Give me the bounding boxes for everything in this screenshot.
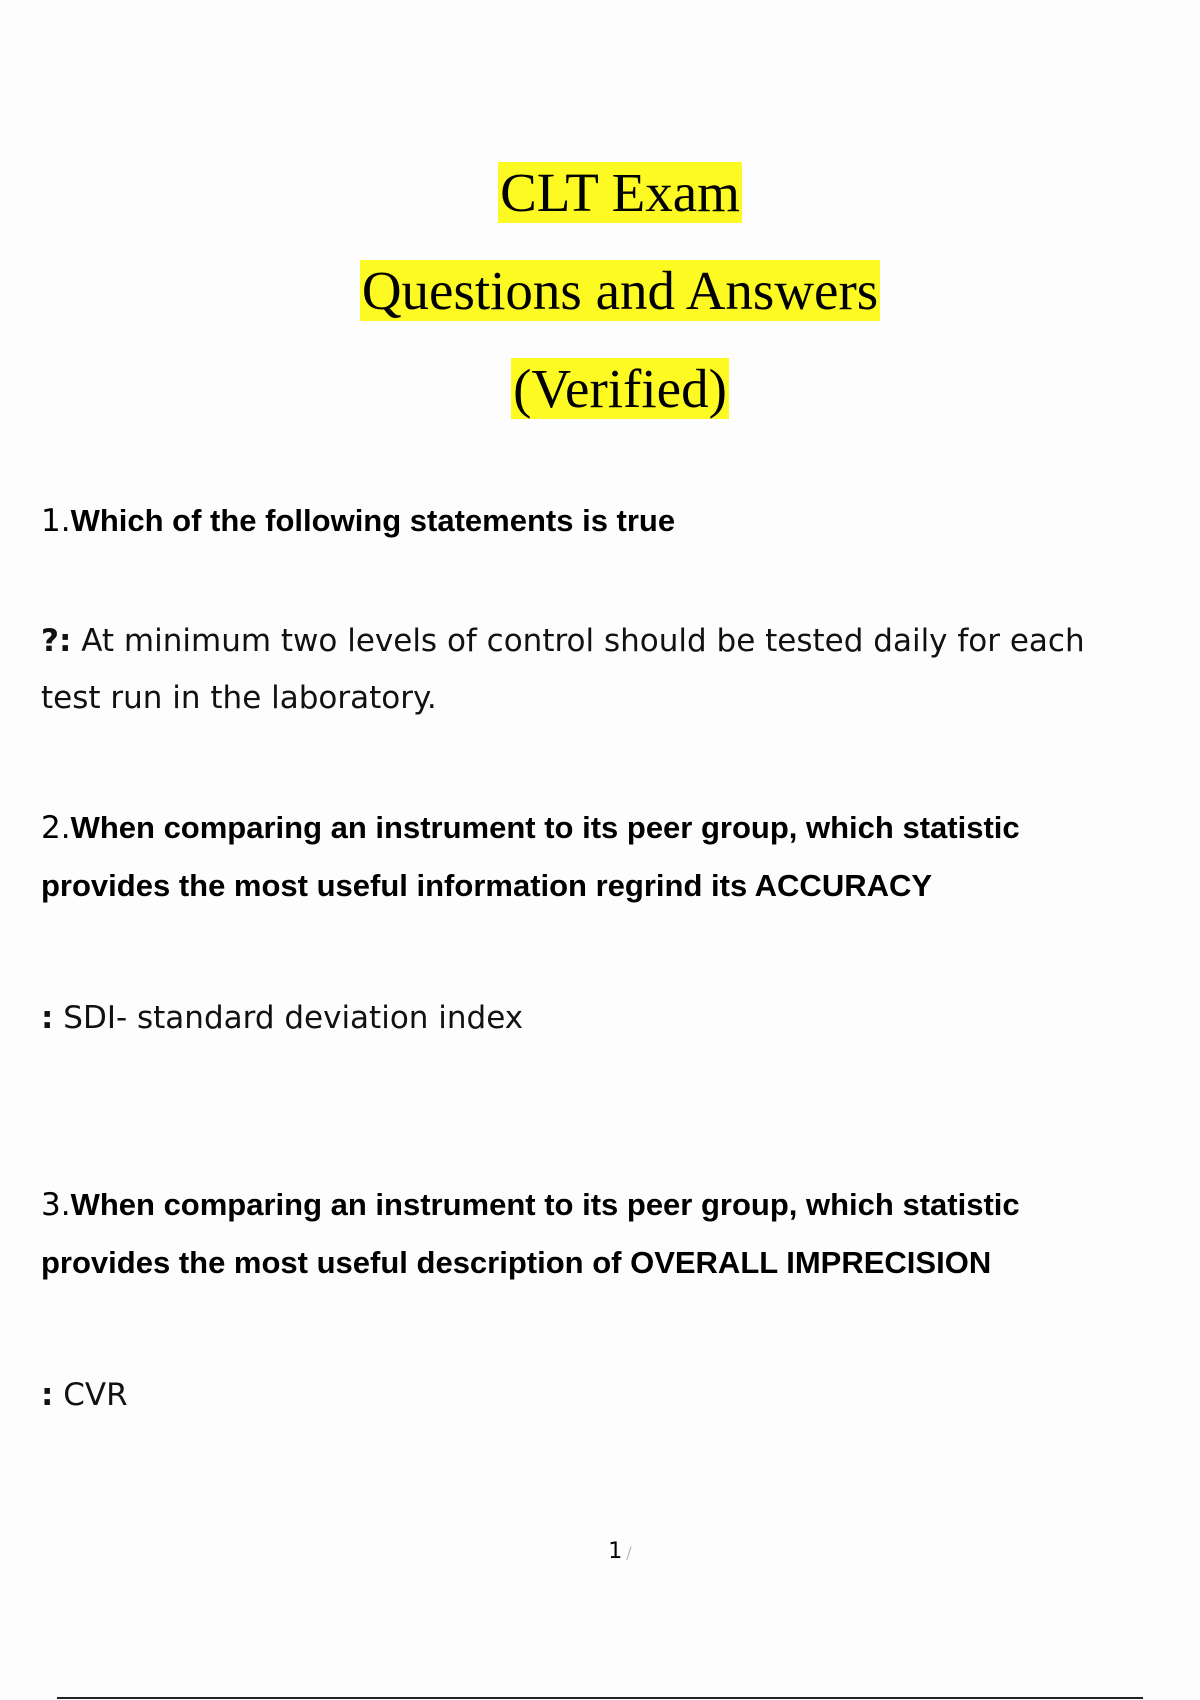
question-2 (41, 799, 1141, 914)
title-line-1 (0, 160, 1200, 226)
title-verified: (Verified) (513, 358, 727, 419)
title-exam-name: CLT Exam (500, 162, 740, 223)
question-text: When comparing an instrument to its peer group, which statistic provides the most useful description of OVERALL IMPRECISION (41, 1187, 1020, 1280)
footer-divider (57, 1697, 1143, 1699)
answer-text: CVR (63, 1377, 128, 1413)
answer-text: At minimum two levels of control should be tested daily for each test run in the laboratory. (41, 623, 1085, 716)
question-number: 3. (41, 1187, 71, 1223)
question-number: 1. (41, 503, 71, 539)
title-subtitle: Questions and Answers (361, 260, 879, 321)
question-3 (41, 1176, 1141, 1291)
answer-1 (41, 613, 1151, 727)
answer-2 (41, 990, 1151, 1047)
title-line-2 (0, 258, 1200, 324)
answer-text: SDI- standard deviation index (63, 1000, 524, 1036)
question-number: 2. (41, 810, 71, 846)
page-number-separator: / (626, 1543, 632, 1562)
answer-marker: : (41, 1000, 54, 1036)
page-number-value: 1 (608, 1539, 623, 1564)
question-1 (41, 492, 1141, 550)
question-text: Which of the following statements is true (70, 503, 676, 538)
answer-3 (41, 1367, 1151, 1424)
question-text: When comparing an instrument to its peer group, which statistic provides the most useful information regrind its ACCURACY (41, 810, 1020, 903)
answer-marker: ?: (41, 623, 72, 659)
title-line-3 (0, 356, 1200, 422)
answer-marker: : (41, 1377, 54, 1413)
page-number (0, 1539, 1200, 1564)
